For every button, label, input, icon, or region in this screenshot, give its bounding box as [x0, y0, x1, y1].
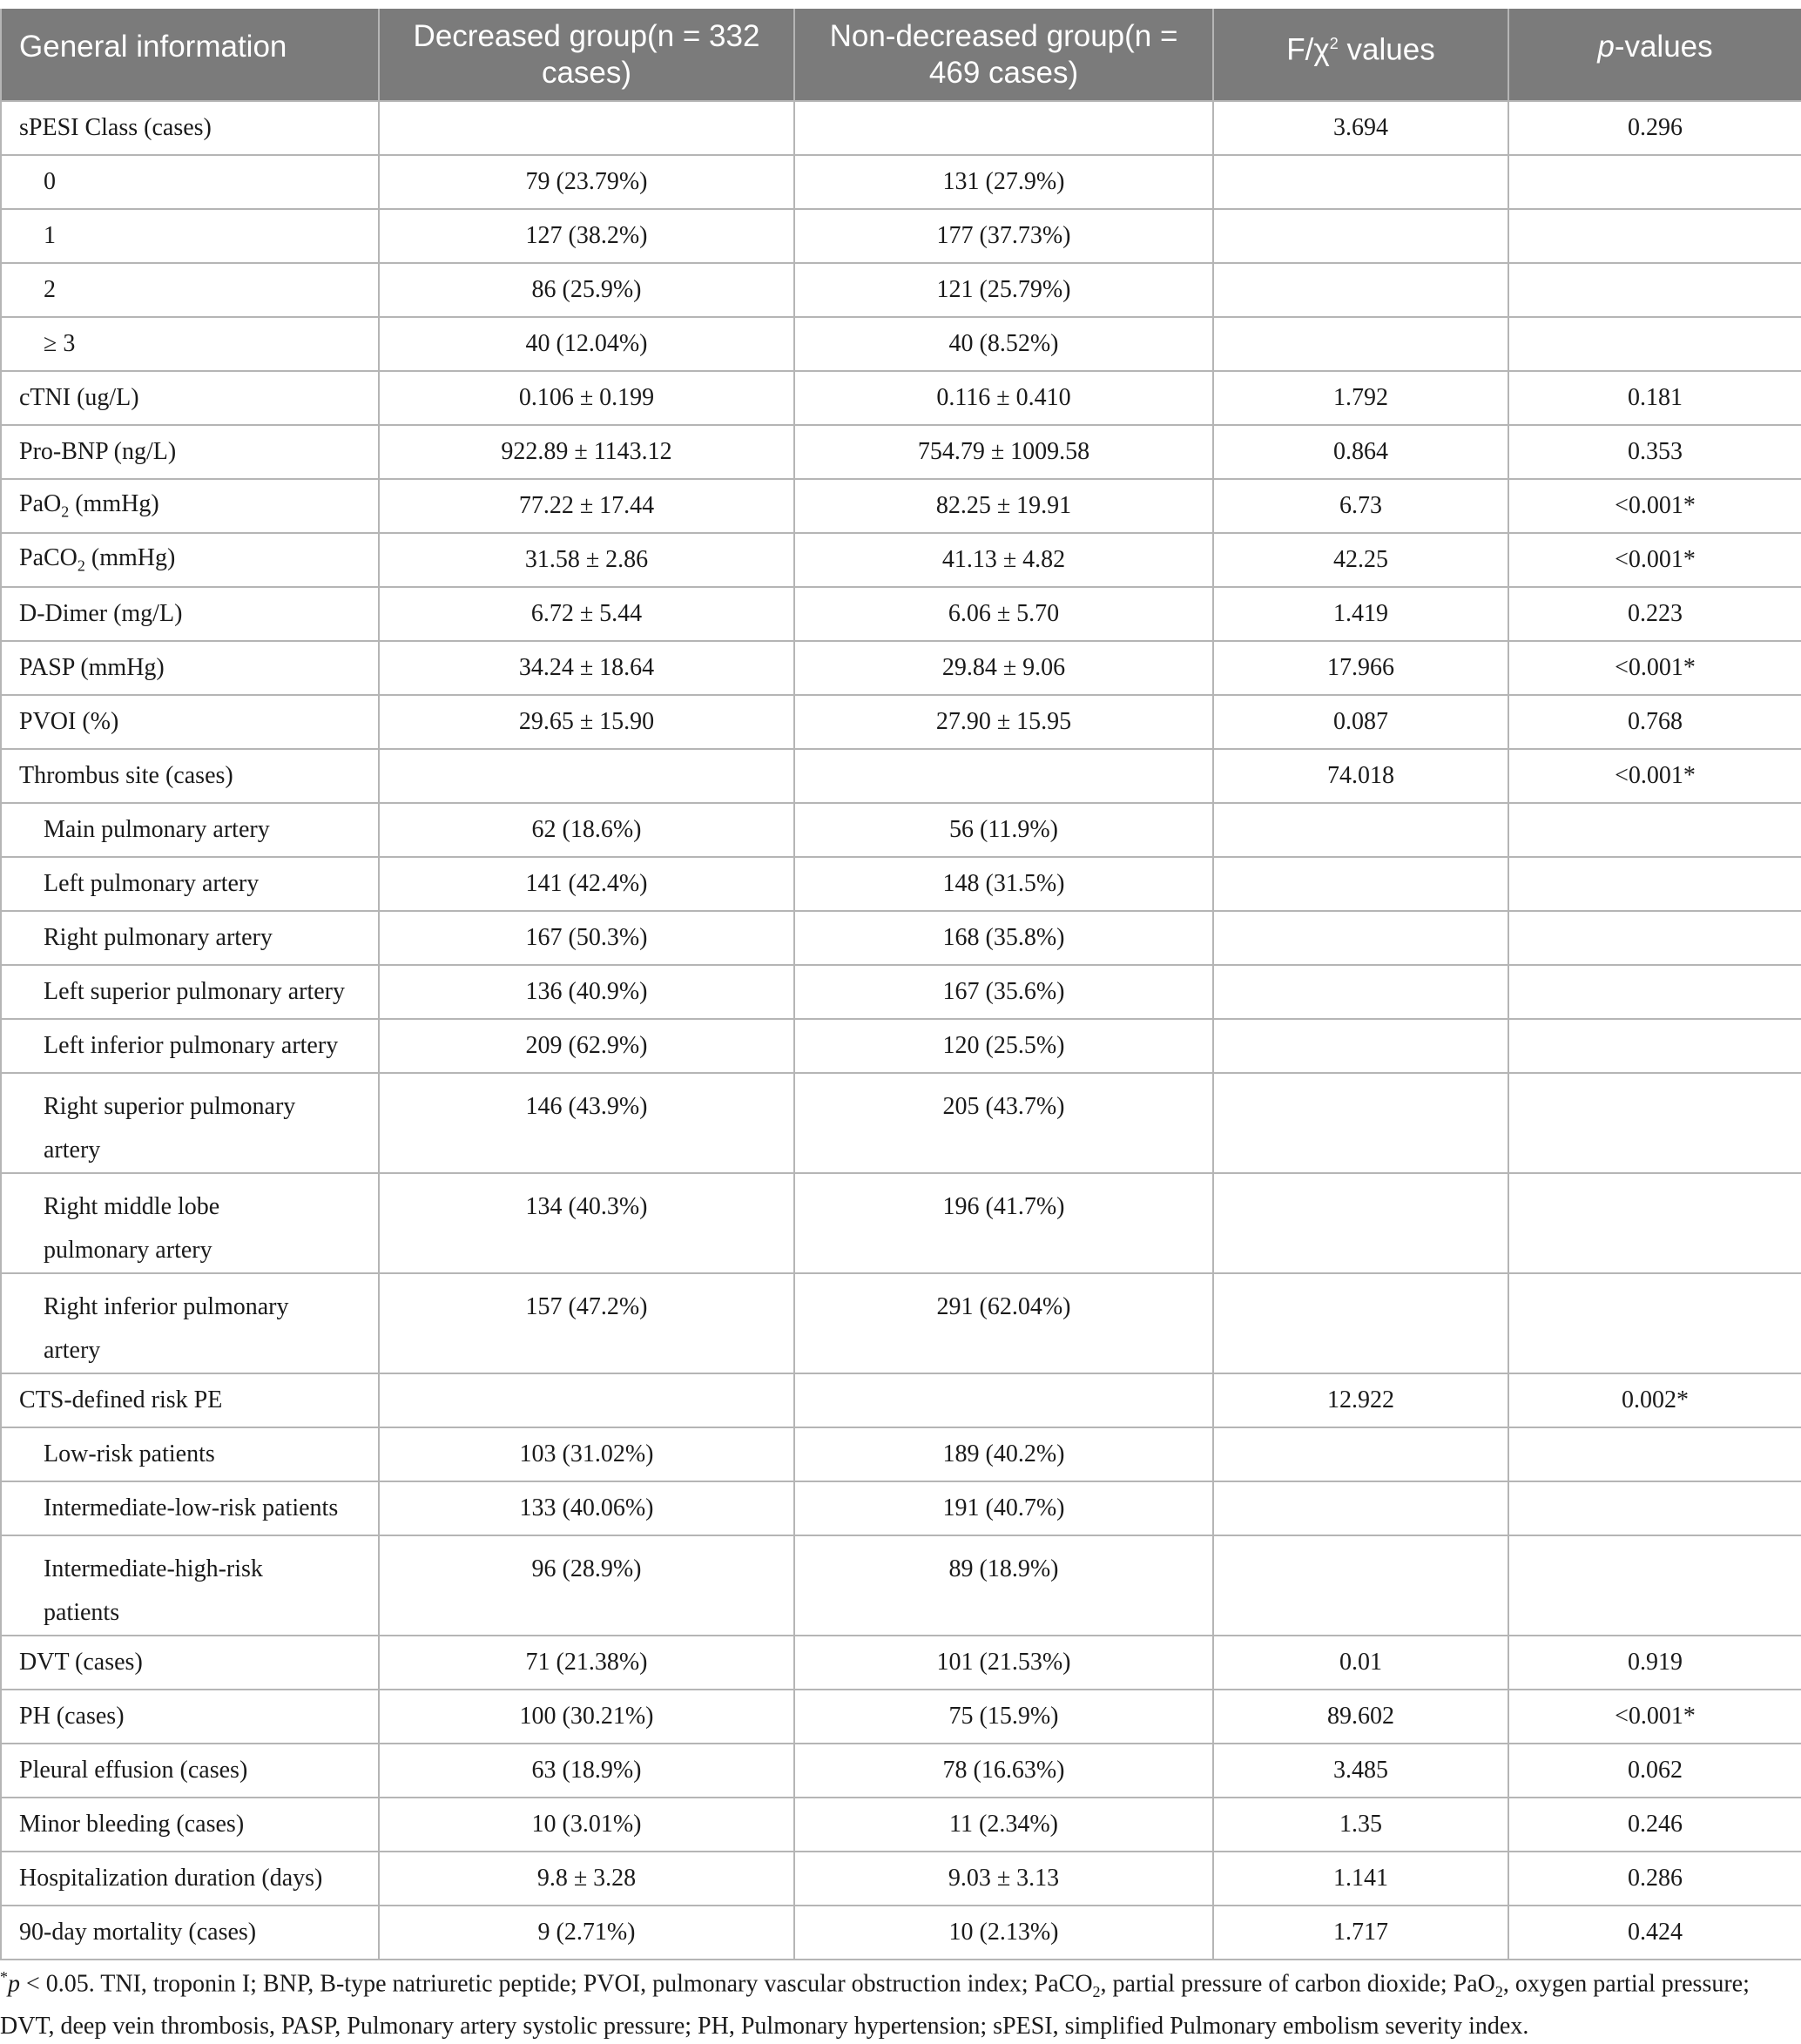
cell-label: Pro-BNP (ng/L) [1, 425, 379, 479]
table-row [1, 641, 1801, 695]
cell-label: Main pulmonary artery [1, 803, 379, 857]
cell-decreased [379, 101, 794, 155]
cell-decreased: 209 (62.9%) [379, 1019, 794, 1073]
cell-f-chi2: 6.73 [1213, 479, 1508, 533]
cell-non-decreased: 196 (41.7%) [794, 1173, 1213, 1273]
table-row [1, 587, 1801, 641]
cell-f-chi2: 12.922 [1213, 1373, 1508, 1427]
cell-p-value [1508, 1273, 1801, 1373]
header-row [1, 9, 1801, 101]
cell-non-decreased: 148 (31.5%) [794, 857, 1213, 911]
cell-non-decreased: 189 (40.2%) [794, 1427, 1213, 1481]
cell-label: PASP (mmHg) [1, 641, 379, 695]
cell-label: Thrombus site (cases) [1, 749, 379, 803]
cell-f-chi2: 42.25 [1213, 533, 1508, 587]
cell-non-decreased: 29.84 ± 9.06 [794, 641, 1213, 695]
cell-f-chi2: 1.141 [1213, 1852, 1508, 1906]
cell-f-chi2 [1213, 1173, 1508, 1273]
table-container [0, 9, 1801, 1960]
cell-p-value [1508, 1019, 1801, 1073]
cell-p-value [1508, 1173, 1801, 1273]
table-row [1, 209, 1801, 263]
cell-p-value: <0.001* [1508, 1690, 1801, 1744]
cell-non-decreased [794, 749, 1213, 803]
cell-decreased: 9.8 ± 3.28 [379, 1852, 794, 1906]
cell-label: PaO$_2$ (mmHg) [1, 479, 379, 533]
cell-label: Pleural effusion (cases) [1, 1744, 379, 1798]
cell-non-decreased: 0.116 ± 0.410 [794, 371, 1213, 425]
cell-non-decreased: 131 (27.9%) [794, 155, 1213, 209]
cell-f-chi2 [1213, 209, 1508, 263]
table-row [1, 1173, 1801, 1273]
cell-p-value [1508, 263, 1801, 317]
cell-decreased: 100 (30.21%) [379, 1690, 794, 1744]
cell-f-chi2: 1.717 [1213, 1906, 1508, 1960]
cell-decreased: 40 (12.04%) [379, 317, 794, 371]
table-row [1, 1427, 1801, 1481]
cell-f-chi2: 1.35 [1213, 1798, 1508, 1852]
header-non-decreased-group: Non-decreased group(n = 469 cases) [794, 9, 1213, 101]
cell-label: ≥ 3 [1, 317, 379, 371]
cell-decreased: 0.106 ± 0.199 [379, 371, 794, 425]
table-row [1, 1636, 1801, 1690]
cell-f-chi2 [1213, 965, 1508, 1019]
cell-non-decreased: 89 (18.9%) [794, 1535, 1213, 1636]
cell-non-decreased: 754.79 ± 1009.58 [794, 425, 1213, 479]
cell-f-chi2 [1213, 857, 1508, 911]
table-row [1, 965, 1801, 1019]
cell-p-value: 0.002* [1508, 1373, 1801, 1427]
table-row [1, 1798, 1801, 1852]
cell-f-chi2: 89.602 [1213, 1690, 1508, 1744]
cell-non-decreased: 10 (2.13%) [794, 1906, 1213, 1960]
table-row [1, 695, 1801, 749]
cell-label: 1 [1, 209, 379, 263]
cell-non-decreased: 101 (21.53%) [794, 1636, 1213, 1690]
cell-decreased: 127 (38.2%) [379, 209, 794, 263]
cell-decreased: 10 (3.01%) [379, 1798, 794, 1852]
table-row [1, 1019, 1801, 1073]
cell-non-decreased: 167 (35.6%) [794, 965, 1213, 1019]
cell-non-decreased: 205 (43.7%) [794, 1073, 1213, 1173]
cell-decreased: 71 (21.38%) [379, 1636, 794, 1690]
cell-non-decreased: 40 (8.52%) [794, 317, 1213, 371]
table-row [1, 1690, 1801, 1744]
cell-f-chi2: 0.864 [1213, 425, 1508, 479]
table-row [1, 317, 1801, 371]
cell-p-value [1508, 155, 1801, 209]
cell-p-value [1508, 1481, 1801, 1535]
cell-decreased: 157 (47.2%) [379, 1273, 794, 1373]
table-row [1, 263, 1801, 317]
cell-label: Left inferior pulmonary artery [1, 1019, 379, 1073]
cell-p-value: 0.223 [1508, 587, 1801, 641]
cell-f-chi2 [1213, 1273, 1508, 1373]
table-row [1, 155, 1801, 209]
cell-label: 2 [1, 263, 379, 317]
cell-decreased: 141 (42.4%) [379, 857, 794, 911]
cell-decreased [379, 1373, 794, 1427]
cell-label: Intermediate-low-risk patients [1, 1481, 379, 1535]
cell-f-chi2: 17.966 [1213, 641, 1508, 695]
cell-decreased: 96 (28.9%) [379, 1535, 794, 1636]
cell-f-chi2: 0.087 [1213, 695, 1508, 749]
cell-non-decreased: 177 (37.73%) [794, 209, 1213, 263]
cell-decreased: 62 (18.6%) [379, 803, 794, 857]
table-row [1, 371, 1801, 425]
cell-p-value: <0.001* [1508, 749, 1801, 803]
cell-label: 0 [1, 155, 379, 209]
cell-non-decreased [794, 101, 1213, 155]
cell-p-value [1508, 803, 1801, 857]
table-row [1, 803, 1801, 857]
cell-label: Left superior pulmonary artery [1, 965, 379, 1019]
cell-non-decreased: 27.90 ± 15.95 [794, 695, 1213, 749]
cell-non-decreased: 6.06 ± 5.70 [794, 587, 1213, 641]
cell-p-value: 0.424 [1508, 1906, 1801, 1960]
header-f-chi2-values: $F/\chi^2$ values [1213, 9, 1508, 101]
cell-decreased: 134 (40.3%) [379, 1173, 794, 1273]
cell-p-value [1508, 911, 1801, 965]
cell-decreased: 146 (43.9%) [379, 1073, 794, 1173]
table-row [1, 857, 1801, 911]
table-row [1, 101, 1801, 155]
cell-p-value: 0.286 [1508, 1852, 1801, 1906]
cell-f-chi2 [1213, 1427, 1508, 1481]
cell-p-value [1508, 1073, 1801, 1173]
cell-label: Intermediate-high-risk patients [1, 1535, 379, 1636]
cell-p-value: 0.919 [1508, 1636, 1801, 1690]
table-row [1, 1073, 1801, 1173]
cell-f-chi2 [1213, 155, 1508, 209]
table-row [1, 1481, 1801, 1535]
cell-p-value: 0.062 [1508, 1744, 1801, 1798]
cell-p-value: 0.181 [1508, 371, 1801, 425]
cell-p-value: 0.246 [1508, 1798, 1801, 1852]
table-body [1, 101, 1801, 1960]
cell-non-decreased: 11 (2.34%) [794, 1798, 1213, 1852]
cell-non-decreased: 78 (16.63%) [794, 1744, 1213, 1798]
cell-decreased: 136 (40.9%) [379, 965, 794, 1019]
cell-label: CTS-defined risk PE [1, 1373, 379, 1427]
cell-label: cTNI (ug/L) [1, 371, 379, 425]
cell-non-decreased: 56 (11.9%) [794, 803, 1213, 857]
cell-decreased: 31.58 ± 2.86 [379, 533, 794, 587]
cell-decreased: 922.89 ± 1143.12 [379, 425, 794, 479]
cell-f-chi2: 1.792 [1213, 371, 1508, 425]
cell-non-decreased: 75 (15.9%) [794, 1690, 1213, 1744]
cell-f-chi2 [1213, 263, 1508, 317]
cell-label: Minor bleeding (cases) [1, 1798, 379, 1852]
table-row [1, 1906, 1801, 1960]
cell-p-value: 0.296 [1508, 101, 1801, 155]
table-row [1, 1535, 1801, 1636]
cell-non-decreased [794, 1373, 1213, 1427]
cell-label: Right superior pulmonary artery [1, 1073, 379, 1173]
cell-label: Right inferior pulmonary artery [1, 1273, 379, 1373]
cell-label: PaCO$_2$ (mmHg) [1, 533, 379, 587]
cell-decreased: 9 (2.71%) [379, 1906, 794, 1960]
cell-p-value: 0.353 [1508, 425, 1801, 479]
header-p-values: p-values [1508, 9, 1801, 101]
cell-f-chi2 [1213, 1019, 1508, 1073]
cell-decreased: 29.65 ± 15.90 [379, 695, 794, 749]
cell-p-value [1508, 317, 1801, 371]
cell-label: Hospitalization duration (days) [1, 1852, 379, 1906]
header-decreased-group: Decreased group(n = 332 cases) [379, 9, 794, 101]
cell-p-value: <0.001* [1508, 533, 1801, 587]
cell-p-value: <0.001* [1508, 479, 1801, 533]
cell-p-value [1508, 209, 1801, 263]
cell-decreased: 6.72 ± 5.44 [379, 587, 794, 641]
cell-label: PH (cases) [1, 1690, 379, 1744]
table-footnote: *p < 0.05. TNI, troponin I; BNP, B-type natriuretic peptide; PVOI, pulmonary vascular obstruction index; PaCO$_2$, partial pressure of carbon dioxide; PaO$_2$, oxygen partial pressure; DVT, deep vein thrombosis, PASP, Pulmonary artery systolic pressure; PH, Pulmonary hypertension; sPESI, simplified Pulmonary embolism severity index. [0, 1968, 1750, 2040]
table-row [1, 425, 1801, 479]
cell-label: 90-day mortality (cases) [1, 1906, 379, 1960]
cell-label: PVOI (%) [1, 695, 379, 749]
cell-f-chi2 [1213, 1481, 1508, 1535]
cell-label: Left pulmonary artery [1, 857, 379, 911]
cell-label: Low-risk patients [1, 1427, 379, 1481]
cell-decreased: 167 (50.3%) [379, 911, 794, 965]
cell-non-decreased: 121 (25.79%) [794, 263, 1213, 317]
table-row [1, 911, 1801, 965]
cell-decreased: 133 (40.06%) [379, 1481, 794, 1535]
cell-f-chi2 [1213, 1073, 1508, 1173]
table-row [1, 479, 1801, 533]
table-row [1, 749, 1801, 803]
cell-p-value [1508, 857, 1801, 911]
cell-p-value [1508, 1427, 1801, 1481]
cell-decreased: 79 (23.79%) [379, 155, 794, 209]
cell-f-chi2: 3.694 [1213, 101, 1508, 155]
table-row [1, 1373, 1801, 1427]
cell-f-chi2 [1213, 803, 1508, 857]
table-row [1, 533, 1801, 587]
cell-non-decreased: 191 (40.7%) [794, 1481, 1213, 1535]
cell-p-value: 0.768 [1508, 695, 1801, 749]
cell-f-chi2 [1213, 317, 1508, 371]
cell-decreased: 34.24 ± 18.64 [379, 641, 794, 695]
cell-non-decreased: 120 (25.5%) [794, 1019, 1213, 1073]
cell-non-decreased: 9.03 ± 3.13 [794, 1852, 1213, 1906]
cell-label: DVT (cases) [1, 1636, 379, 1690]
cell-non-decreased: 82.25 ± 19.91 [794, 479, 1213, 533]
cell-p-value: <0.001* [1508, 641, 1801, 695]
cell-decreased: 77.22 ± 17.44 [379, 479, 794, 533]
table-row [1, 1744, 1801, 1798]
cell-label: Right pulmonary artery [1, 911, 379, 965]
cell-f-chi2 [1213, 1535, 1508, 1636]
data-table [0, 9, 1801, 1960]
cell-decreased: 63 (18.9%) [379, 1744, 794, 1798]
cell-non-decreased: 168 (35.8%) [794, 911, 1213, 965]
cell-decreased [379, 749, 794, 803]
header-general-information: General information [1, 9, 379, 101]
cell-non-decreased: 291 (62.04%) [794, 1273, 1213, 1373]
cell-decreased: 103 (31.02%) [379, 1427, 794, 1481]
cell-f-chi2: 1.419 [1213, 587, 1508, 641]
cell-f-chi2 [1213, 911, 1508, 965]
cell-label: D-Dimer (mg/L) [1, 587, 379, 641]
cell-p-value [1508, 1535, 1801, 1636]
cell-f-chi2: 3.485 [1213, 1744, 1508, 1798]
cell-non-decreased: 41.13 ± 4.82 [794, 533, 1213, 587]
cell-f-chi2: 0.01 [1213, 1636, 1508, 1690]
table-row [1, 1273, 1801, 1373]
cell-f-chi2: 74.018 [1213, 749, 1508, 803]
cell-label: Right middle lobe pulmonary artery [1, 1173, 379, 1273]
cell-decreased: 86 (25.9%) [379, 263, 794, 317]
cell-label: sPESI Class (cases) [1, 101, 379, 155]
cell-p-value [1508, 965, 1801, 1019]
table-row [1, 1852, 1801, 1906]
